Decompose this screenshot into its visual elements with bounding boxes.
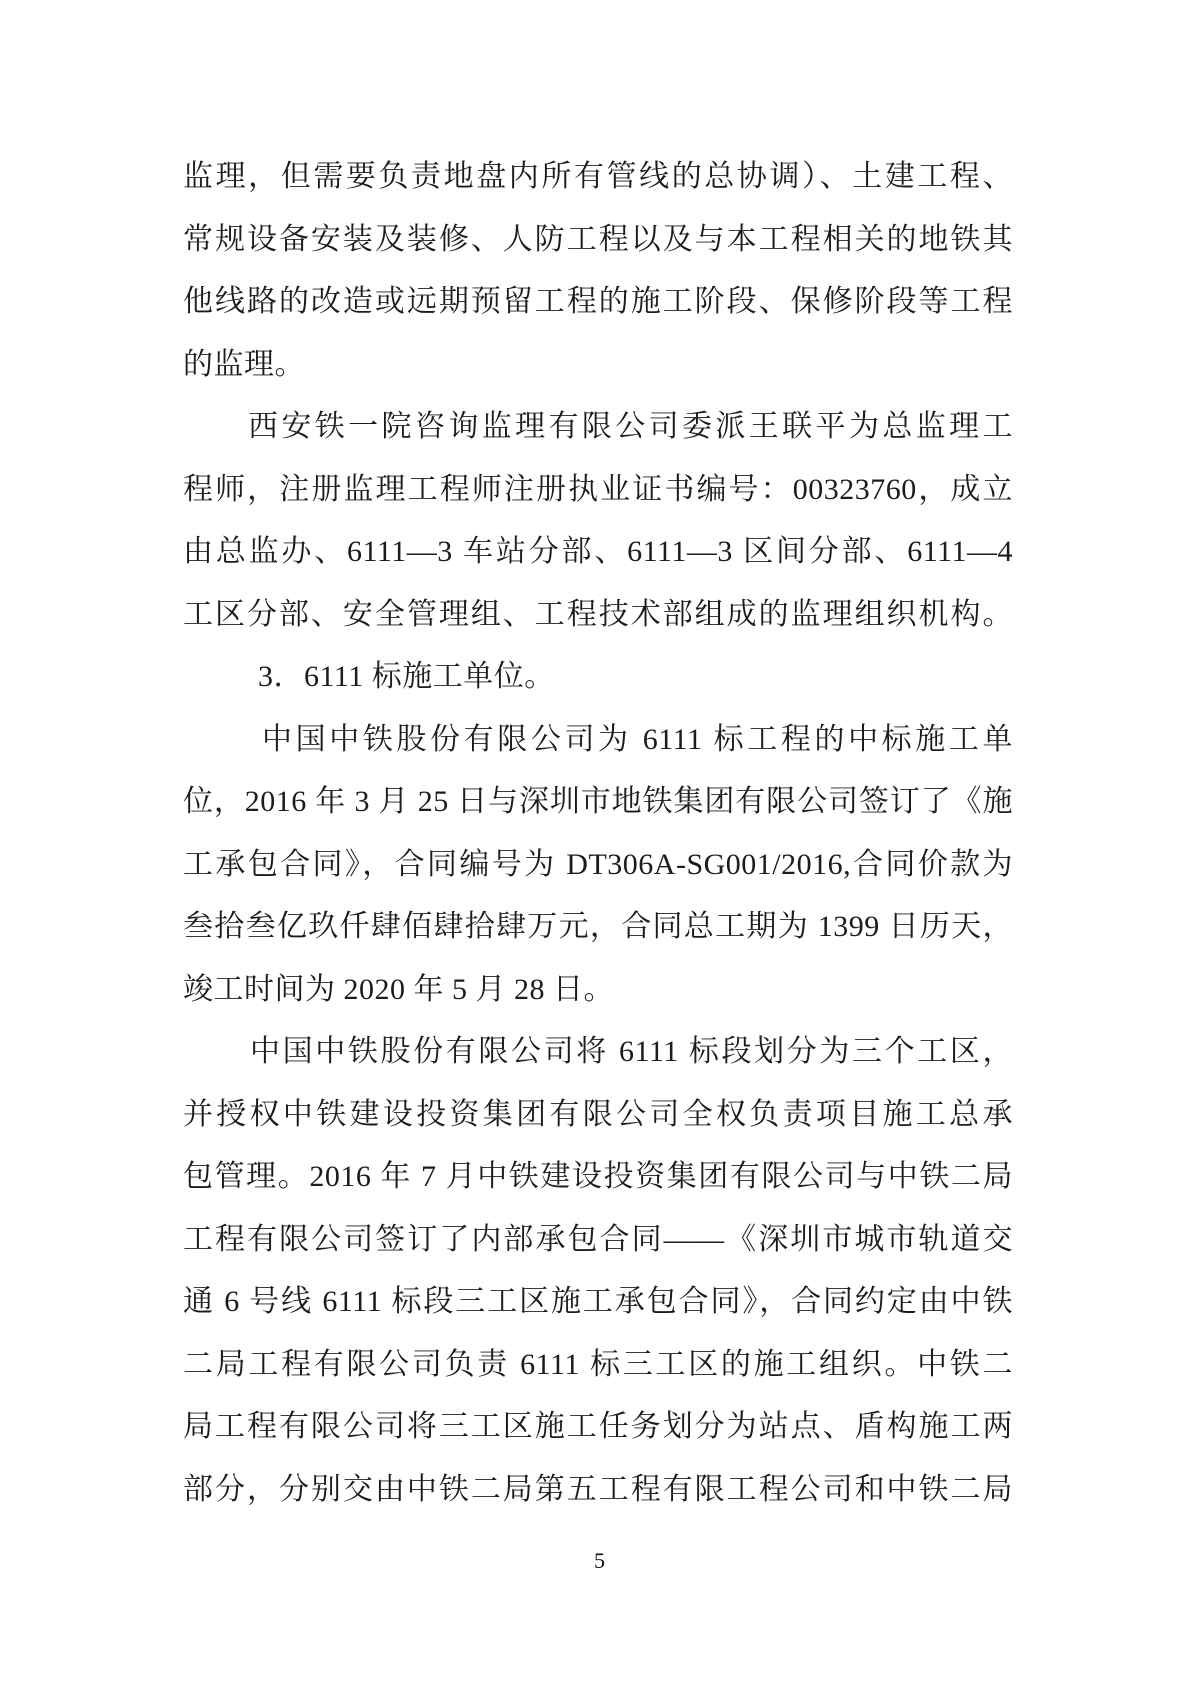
page-number: 5: [594, 1548, 605, 1573]
text-line: 工程有限公司签订了内部承包合同——《深圳市城市轨道交: [183, 1222, 1013, 1256]
text-line: 工承包合同》，合同编号为 DT306A-SG001/2016,合同价款为: [183, 847, 1013, 881]
text-line: 局工程有限公司将三工区施工任务划分为站点、盾构施工两: [183, 1410, 1013, 1443]
text-line: 叁拾叁亿玖仟肆佰肆拾肆万元，合同总工期为 1399 日历天，: [183, 910, 1013, 943]
text-line: 他线路的改造或远期预留工程的施工阶段、保修阶段等工程: [183, 285, 1013, 318]
text-line: 监理，但需要负责地盘内所有管线的总协调）、土建工程、: [183, 160, 1013, 193]
text-line: 常规设备安装及装修、人防工程以及与本工程相关的地铁其: [183, 222, 1013, 256]
text-line: 包管理。2016 年 7 月中铁建设投资集团有限公司与中铁二局: [183, 1160, 1013, 1193]
text-line: 程师，注册监理工程师注册执业证书编号：00323760，成立: [183, 472, 1013, 506]
text-line: 部分，分别交由中铁二局第五工程有限工程公司和中铁二局: [183, 1472, 1013, 1506]
text-line: 工区分部、安全管理组、工程技术部组成的监理组织机构。: [183, 597, 1013, 631]
text-line: 通 6 号线 6111 标段三工区施工承包合同》，合同约定由中铁: [183, 1285, 1013, 1318]
text-line: 并授权中铁建设投资集团有限公司全权负责项目施工总承: [183, 1097, 1013, 1131]
text-line: 的监理。: [183, 347, 305, 381]
text-line: 二局工程有限公司负责 6111 标三工区的施工组织。中铁二: [183, 1347, 1013, 1381]
document-text-block: [183, 146, 1013, 1521]
text-line: 竣工时间为 2020 年 5 月 28 日。: [183, 972, 614, 1006]
text-line: 西安铁一院咨询监理有限公司委派王联平为总监理工: [248, 410, 1013, 443]
text-line: 由总监办、6111—3 车站分部、6111—3 区间分部、6111—4: [183, 535, 1013, 568]
text-line: 位，2016 年 3 月 25 日与深圳市地铁集团有限公司签订了《施: [183, 785, 1013, 818]
text-line: 3．6111 标施工单位。: [258, 660, 555, 693]
text-line: 中国中铁股份有限公司为 6111 标工程的中标施工单: [262, 722, 1013, 756]
text-line: 中国中铁股份有限公司将 6111 标段划分为三个工区，: [250, 1035, 1013, 1068]
